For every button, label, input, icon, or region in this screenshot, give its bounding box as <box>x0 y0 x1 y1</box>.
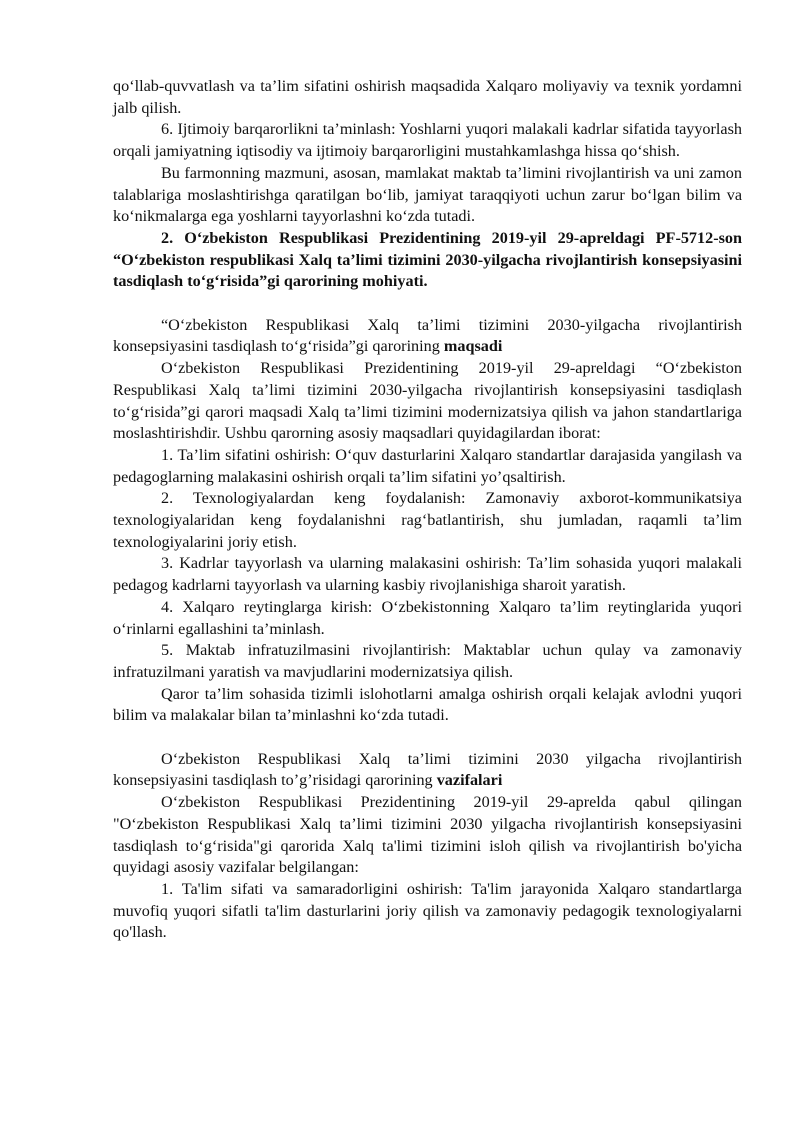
blank-line <box>113 727 742 749</box>
maqsad-title <box>113 315 742 358</box>
goal-item-2: 2. Texnologiyalardan keng foydalanish: Zamonaviy axborot-kommunikatsiya texnologiyalaridan keng foydalanishni rag‘batlantirish, shu jumladan, raqamli ta’lim texnologiyalarini joriy etish. <box>113 489 742 551</box>
paragraph-continuation: qo‘llab-quvvatlash va ta’lim sifatini oshirish maqsadida Xalqaro moliyaviy va texnik yordamni jalb qilish. <box>113 77 742 117</box>
paragraph-vazifa-intro: O‘zbekiston Respublikasi Prezidentining 2019-yil 29-aprelda qabul qilingan "O‘zbekiston Respublikasi Xalq ta’limi tizimini 2030 yilgacha rivojlantirish konsepsiyasini tasdiqlash to‘g‘risida"gi qarorida Xalq ta'limi tizimini isloh qilish va rivojlantirish bo'yicha quyidagi asosiy vazifalar belgilangan: <box>113 793 742 877</box>
paragraph-maqsad-intro: O‘zbekiston Respublikasi Prezidentining 2019-yil 29-apreldagi “O‘zbekiston Respublikasi Xalq ta’limi tizimini 2030-yilgacha rivojlantirish konsepsiyasini tasdiqlash to‘g‘risida”gi qarori maqsadi Xalq ta’limi tizimini modernizatsiya qilish va jahon standartlariga moslashtirishdir. Ushbu qarorning asosiy maqsadlari quyidagilardan iborat: <box>113 359 742 443</box>
goal-item-3: 3. Kadrlar tayyorlash va ularning malakasini oshirish: Ta’lim sohasida yuqori malakali pedagog kadrlarni tayyorlash va ularning kasbiy rivojlanishiga sharoit yaratish. <box>113 554 742 595</box>
vazifa-title <box>113 749 742 792</box>
maqsad-title-bold: maqsadi <box>443 337 503 356</box>
goal-item-4: 4. Xalqaro reytinglarga kirish: O‘zbekistonning Xalqaro ta’lim reytinglarida yuqori o‘rinlarni egallashini ta’minlash. <box>113 597 742 638</box>
vazifa-title-bold: vazifalari <box>436 771 503 790</box>
goal-item-1: 1. Ta’lim sifatini oshirish: O‘quv dasturlarini Xalqaro standartlar darajasida yangilash va pedagoglarning malakasini oshirish orqali ta’lim sifatini yo’qsaltirish. <box>113 445 742 486</box>
blank-line <box>113 293 742 315</box>
paragraph-item-6: 6. Ijtimoiy barqarorlikni ta’minlash: Yoshlarni yuqori malakali kadrlar sifatida tayyorlash orqali jamiyatning iqtisodiy va ijtimoiy barqarorligini mustahkamlashga hissa qo‘shish. <box>113 120 742 161</box>
goal-item-5: 5. Maktab infratuzilmasini rivojlantirish: Maktablar uchun qulay va zamonaviy infratuzilmani yaratish va mavjudlarini modernizatsiya qilish. <box>113 641 742 681</box>
section-heading-2: 2. O‘zbekiston Respublikasi Prezidentining 2019-yil 29-apreldagi PF-5712-son “O‘zbekiston respublikasi Xalq ta’limi tizimini 2030-yilgacha rivojlantirish konsepsiyasini tasdiqlash to‘g‘risida”gi qarorining mohiyati. <box>113 228 742 291</box>
paragraph-summary: Bu farmonning mazmuni, asosan, mamlakat maktab ta’limini rivojlantirish va uni zamon talablariga moslashtirishga qaratilgan bo‘lib, jamiyat taraqqiyoti uchun zarur bo‘lgan bilim va ko‘nikmalarga ega yoshlarni tayyorlashni ko‘zda tutadi. <box>113 163 742 226</box>
paragraph-qaror-summary: Qaror ta’lim sohasida tizimli islohotlarni amalga oshirish orqali kelajak avlodni yuqori bilim va malakalar bilan ta’minlashni ko‘zda tutadi. <box>113 684 742 725</box>
vazifa-title-text: O‘zbekiston Respublikasi Xalq ta’limi tizimini 2030 yilgacha rivojlantirish konsepsiyasini tasdiqlash to’g’risidagi qarorining <box>113 749 742 790</box>
maqsad-title-text: “O‘zbekiston Respublikasi Xalq ta’limi tizimini 2030-yilgacha rivojlantirish konsepsiyasini tasdiqlash to‘g‘risida”gi qarorining <box>113 315 742 356</box>
task-item-1: 1. Ta'lim sifati va samaradorligini oshirish: Ta'lim jarayonida Xalqaro standartlarga muvofiq yuqori sifatli ta'lim dasturlarini joriy qilish va zamonaviy pedagogik texnologiyalarni qo'llash. <box>113 879 742 942</box>
document-page <box>113 76 742 944</box>
